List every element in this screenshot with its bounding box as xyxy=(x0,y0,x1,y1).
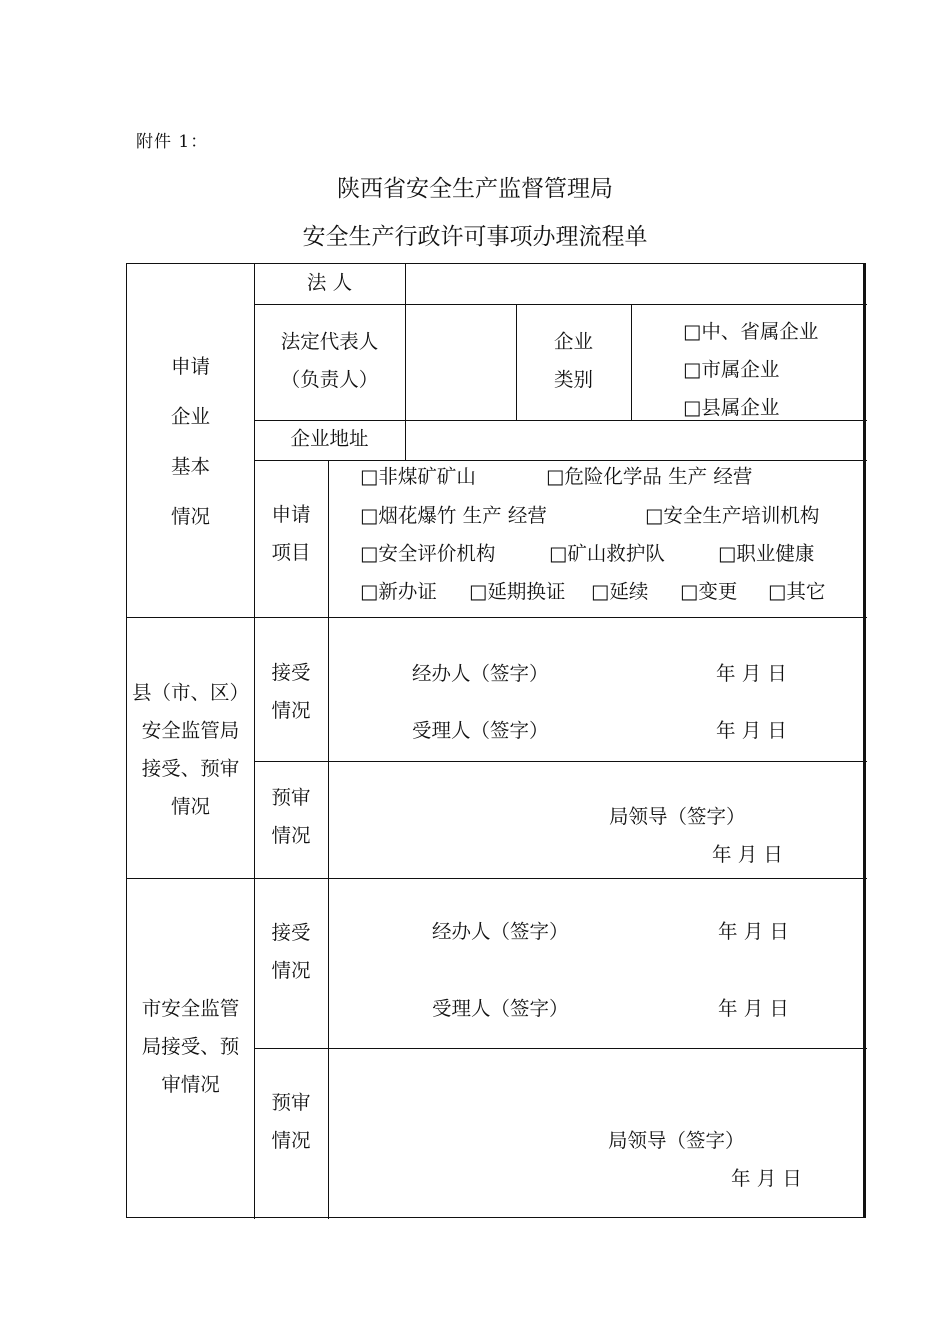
category-option-city[interactable]: □市属企业 xyxy=(683,358,780,381)
apply-project-label: 申请 项目 xyxy=(271,503,311,564)
city-accept-label: 接受 情况 xyxy=(271,921,311,982)
project-nonmetal-mine[interactable]: □非煤矿矿山 xyxy=(360,465,476,488)
county-handler-sign[interactable]: 经办人（签字） xyxy=(412,662,549,685)
project-occupational-health[interactable]: □职业健康 xyxy=(718,542,815,565)
category-options xyxy=(683,313,818,427)
county-review-label: 预审 情况 xyxy=(271,786,311,847)
form-table xyxy=(126,263,866,1218)
category-option-provincial[interactable]: □中、省属企业 xyxy=(683,320,819,343)
type-new[interactable]: □新办证 xyxy=(360,580,437,603)
company-category-label: 企业 类别 xyxy=(553,330,593,391)
project-safety-training[interactable]: □安全生产培训机构 xyxy=(645,504,820,527)
project-mine-rescue[interactable]: □矿山救护队 xyxy=(549,542,665,565)
project-hazardous-chemicals[interactable]: □危险化学品 生产 经营 xyxy=(546,465,753,488)
type-change[interactable]: □变更 xyxy=(680,580,738,603)
city-leader-sign[interactable]: 局领导（签字） xyxy=(608,1129,745,1152)
city-receiver-sign[interactable]: 受理人（签字） xyxy=(432,997,569,1020)
legal-person-label: 法 人 xyxy=(306,271,353,294)
form-title: 陕西省安全生产监督管理局 xyxy=(337,176,613,202)
basic-info-label: 申请 企业 基本 情况 xyxy=(170,355,210,528)
city-receiver-date[interactable]: 年 月 日 xyxy=(718,997,789,1020)
company-address-label: 企业地址 xyxy=(290,427,369,450)
county-review-date[interactable]: 年 月 日 xyxy=(712,843,783,866)
legal-rep-field[interactable] xyxy=(406,305,516,419)
city-handler-date[interactable]: 年 月 日 xyxy=(718,920,789,943)
legal-person-field[interactable] xyxy=(406,266,866,304)
city-review-date[interactable]: 年 月 日 xyxy=(731,1167,802,1190)
attachment-label: 附件 1： xyxy=(136,132,209,152)
city-handler-sign[interactable]: 经办人（签字） xyxy=(432,920,569,943)
form-subtitle: 安全生产行政许可事项办理流程单 xyxy=(302,224,648,250)
project-fireworks[interactable]: □烟花爆竹 生产 经营 xyxy=(360,504,547,527)
city-section-label: 市安全监管 局接受、预 审情况 xyxy=(141,997,240,1096)
type-continue[interactable]: □延续 xyxy=(591,580,649,603)
county-section-label: 县（市、区） 安全监管局 接受、预审 情况 xyxy=(131,681,249,818)
county-accept-label: 接受 情况 xyxy=(271,661,311,722)
type-other[interactable]: □其它 xyxy=(768,580,826,603)
city-review-label: 预审 情况 xyxy=(271,1091,311,1152)
county-receiver-date[interactable]: 年 月 日 xyxy=(716,719,787,742)
county-handler-date[interactable]: 年 月 日 xyxy=(716,662,787,685)
project-safety-assessment[interactable]: □安全评价机构 xyxy=(360,542,496,565)
category-option-county[interactable]: □县属企业 xyxy=(683,396,780,419)
legal-rep-label: 法定代表人 （负责人） xyxy=(280,330,379,391)
county-receiver-sign[interactable]: 受理人（签字） xyxy=(412,719,549,742)
type-renewal[interactable]: □延期换证 xyxy=(469,580,566,603)
company-address-field[interactable] xyxy=(406,422,866,460)
county-leader-sign[interactable]: 局领导（签字） xyxy=(609,805,746,828)
